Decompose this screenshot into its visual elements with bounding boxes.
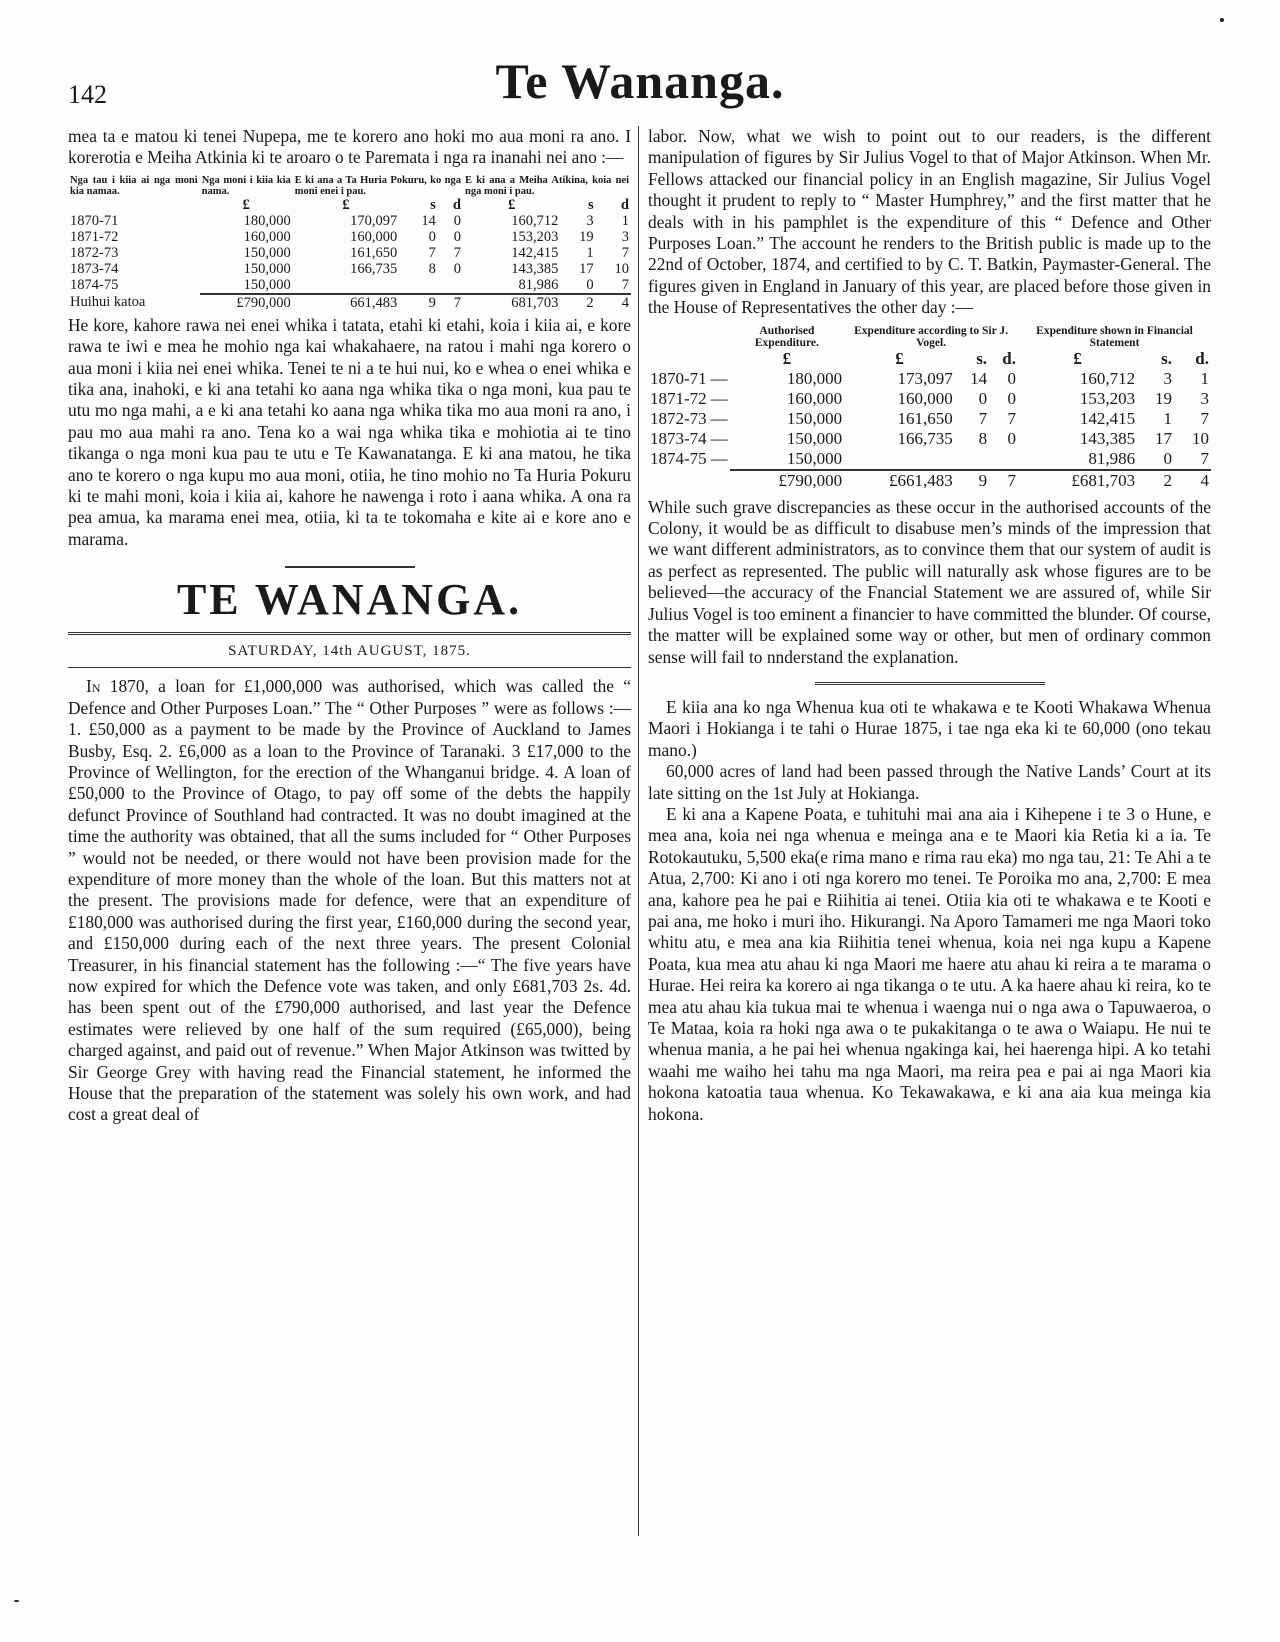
maori-loan-table: [68, 175, 631, 311]
table-header: E ki ana a Ta Huria Pokuru, ko nga moni enei i pau.: [294, 174, 461, 197]
table-row: 1874-75 150,000 81,986 0 7: [70, 276, 629, 294]
table-header: Nga tau i kiia ai nga moni kia namaa.: [70, 174, 198, 197]
unit-label: s.: [1161, 348, 1173, 368]
unit-label: d.: [1002, 348, 1017, 368]
table-total-row: Huihui katoa £790,000 661,483 9 7 681,703 2 4: [70, 294, 629, 311]
table-total-row: £790,000 £661,483 9 7 £681,703 2 4: [648, 470, 1211, 491]
discrepancy-paragraph: While such grave discrepancies as these occur in the authorised accounts of the Colony, it would be as difficult to disabuse men’s minds of the impression that we want different administrators, as to convince them that our system of audit is as perfect as represented. The public will naturally ask whose figures are to be believed—the accuracy of the Fnancial Statement we are assured of, while Sir Julius Vogel is too eminent a financier to have committed the blunder. Of course, the matter will be explained some way or other, but men of ordinary common sense will fail to nnderstand the explanation.: [648, 496, 1211, 667]
table-row: 1873-74 — 150,000 166,735 8 0 143,385 17 10: [650, 428, 1209, 448]
table-row: 1870-71 180,000 170,097 14 0 160,712 3 1: [70, 212, 629, 229]
editorial-text: 1870, a loan for £1,000,000 was authorised, which was called the “ Defence and Other Purposes Loan.” The “ Other Purposes ” were as follows :—1. £50,000 as a payment to be made by the Province of Auckland to James Busby, Esq. 2. £6,000 as a loan to the Province of Taranaki. 3 £17,000 to the Province of Wellington, for the erection of the Whanganui bridge. 4. A loan of £50,000 to the Province of Otago, to pay off some of the debts the happily defunct Province of Southland had contracted. It was no doubt imagined at the time the authority was obtained, that all the sums included for “ Other Purposes ” would not be needed, or there would not have been provision made for the expenditure of more money than the whole of the loan. But this matters not at the present. The provisions made for defence, were that an expenditure of £180,000 was authorised during the first year, £160,000 during the second year, and £150,000 during each of the next three years. The present Colonial Treasurer, in his financial statement has the following :—“ The five years have now expired for which the Defence vote was taken, and only £681,703 2s. 4d. has been spent out of the £790,000 authorised, and last year the Defence estimates were relieved by one half of the sum required (£65,000), being charged against, and paid out of revenue.” When Major Atkinson was twitted by Sir George Grey with having read the Financial statement, he informed the House that the preparation of the statement was solely his own work, and had cost a great deal of: [68, 676, 631, 1125]
table-header: Expenditure shown in Financial Statement: [1036, 324, 1193, 349]
section-title: TE WANANGA.: [176, 575, 523, 625]
table-row: 1874-75 — 150,000 81,986 0 7: [650, 448, 1209, 469]
unit-label: £: [782, 348, 792, 368]
table-row: 1871-72 160,000 160,000 0 0 153,203 19 3: [70, 228, 629, 245]
decorative-rule: [285, 566, 415, 568]
table-row: 1872-73 150,000 161,650 7 7 142,415 1 7: [70, 244, 629, 261]
land-court-english-paragraph: 60,000 acres of land had been passed through the Native Lands’ Court at its late sitting on the 1st July at Hokianga.: [648, 761, 1211, 803]
land-court-maori-paragraph: E kiia ana ko nga Whenua kua oti te whakawa e te Kooti Whakawa Whenua Maori i Hokianga i te tahi o Hurae 1875, i tae nga eka ki te 60,000 (ono tekau mano.): [648, 696, 1211, 760]
table-header: Expenditure according to Sir J. Vogel.: [854, 324, 1008, 349]
double-rule: [815, 682, 1045, 685]
editorial-continuation-paragraph: labor. Now, what we wish to point out to our readers, is the different manipulation of figures by Sir Julius Vogel to that of Major Atkinson. When Mr. Fellows attacked our financial policy in an English magazine, Sir Julius Vogel thought it prudent to reply to “ Master Humphrey,” and the first matter that he deals with in his pamphlet is the expenditure of this “ Defence and Other Purposes Loan.” The account he renders to the British public is made up to the 22nd of October, 1874, and certified to by C. T. Batkin, Paymaster-General. The figures given in England in January of this year, are placed before those given in the House of Representatives the other day :—: [648, 126, 1211, 318]
unit-label: s.: [976, 348, 988, 368]
divider: [68, 667, 631, 668]
table-row: 1872-73 — 150,000 161,650 7 7 142,415 1 7: [650, 408, 1209, 428]
table-header: E ki ana a Meiha Atikina, koia nei nga moni i pau.: [465, 174, 629, 197]
left-column: [68, 126, 631, 1126]
right-column: [648, 126, 1211, 1125]
section-header: [68, 566, 631, 668]
page-number: 142: [68, 80, 107, 109]
editorial-first-word: In: [86, 676, 101, 697]
unit-label: d.: [1195, 348, 1209, 368]
masthead-title: Te Wananga.: [495, 53, 785, 109]
column-divider: [638, 126, 639, 1536]
unit-label: £: [342, 196, 350, 213]
maori-commentary-paragraph: He kore, kahore rawa nei enei whika i tatata, etahi ki etahi, koia i kiia ai, e kore rawa te iwi e mea he mohio nga kai whakahaere, na ratou i mahi nga korero o aua moni i kiia nei enei whika. Tenei te ni a te hui nui, ko e whea o enei whika e tika ana, inahoki, e ki ana tetahi ko aana nga whika tika o nga moni, kua pau te utu mo nga mahi, a e ki ana tetahi ko aana nga whika tika mo aua moni ra ano, i pau mo aua mahi ra ano. Tena ko a wai nga whika tika e mohiotia ai te tino tikanga o nga moni kua pau te utu e Te Kawanatanga. E ki ana matou, he tika ano te korero o nga kupu mo aua moni, otiia, he tino mohio no Ta Huria Pokuru ki te mahi moni, koia i kiia ai, kahore he nawenga i roto i aana whika. A ona ra pea amua, ka marama enei mea, otiia, ki ta te tokomaha e kite ai e kore ano e marama.: [68, 314, 631, 549]
unit-label: £: [242, 196, 250, 213]
unit-label: d: [452, 196, 461, 213]
unit-label: d: [620, 196, 629, 213]
dateline: SATURDAY, 14th AUGUST, 1875.: [228, 643, 471, 660]
table-row: 1873-74 150,000 166,735 8 0 143,385 17 10: [70, 260, 629, 277]
unit-label: £: [895, 348, 904, 368]
maori-intro-paragraph: mea ta e matou ki tenei Nupepa, me te korero ano hoki mo aua moni ra ano. I korerotia e Meiha Atkinia ki te aroaro o te Paremata i nga ra inanahi nei ano :—: [68, 126, 631, 168]
table-header: Nga moni i kiia kia nama.: [201, 174, 291, 197]
print-speck: [1220, 18, 1224, 22]
unit-label: s: [430, 196, 436, 213]
unit-label: £: [1073, 348, 1082, 368]
unit-label: s: [588, 196, 594, 213]
editorial-paragraph: [68, 676, 631, 1126]
table-header: Authorised Expenditure.: [754, 324, 819, 349]
unit-label: £: [508, 196, 516, 213]
table-row: 1870-71 — 180,000 173,097 14 0 160,712 3 1: [650, 368, 1209, 388]
print-speck: [14, 1600, 19, 1602]
expenditure-comparison-table: [648, 325, 1211, 491]
double-rule: [68, 632, 631, 635]
kapene-poata-paragraph: E ki ana a Kapene Poata, e tuhituhi mai ana aia i Kihepene i te 3 o Hune, e mea ana, koia nei nga whenua e meinga ana e te Maori kia Retia ki a ia. Te Rotokautuku, 5,500 eka(e rima mano e rima rau eka) mo nga tau, 21: Te Ahi a te Atua, 2,700: Ki ano i oti nga korero mo tenei. Te Poroika mo ana, 2,700: E mea ana, kahore pea he pai e Riihitia ai tenei. Otiia kia oti te whakawa e te Kooti e pai ana, me hoko i muri iho. Hikurangi. Na Aporo Tamameri me nga Maori toko whitu atu, e mea ana kia Riihitia tenei whenua, koia nei nga kupu a Kapene Poata, kua mea atu ahau ki nga Maori me haere atu ahau ki reira a te marama o Hurae. Hei reira ka korero ai nga tikanga o te utu. A ka haere ahau ki reira, ko te mea atu ahau kia tukua mai te whenua i waenga nui o nga awa o Tapuwaeroa, o Te Mataa, koia ra hoki nga awa o te pukakitanga o te awa o Waiapu. He nui te whenua mania, a he pai hei whenua ngakinga kai, hei haerenga hipi. A ko tetahi waahi me waiho hei tahu ma nga Maori, ma reira pea e pai ai nga Maori kia hokona katoatia taua whenua. Ko Tekawakawa, e ki ana aia kua meinga kia hokona.: [648, 803, 1211, 1124]
table-row: 1871-72 — 160,000 160,000 0 0 153,203 19 3: [650, 388, 1209, 408]
